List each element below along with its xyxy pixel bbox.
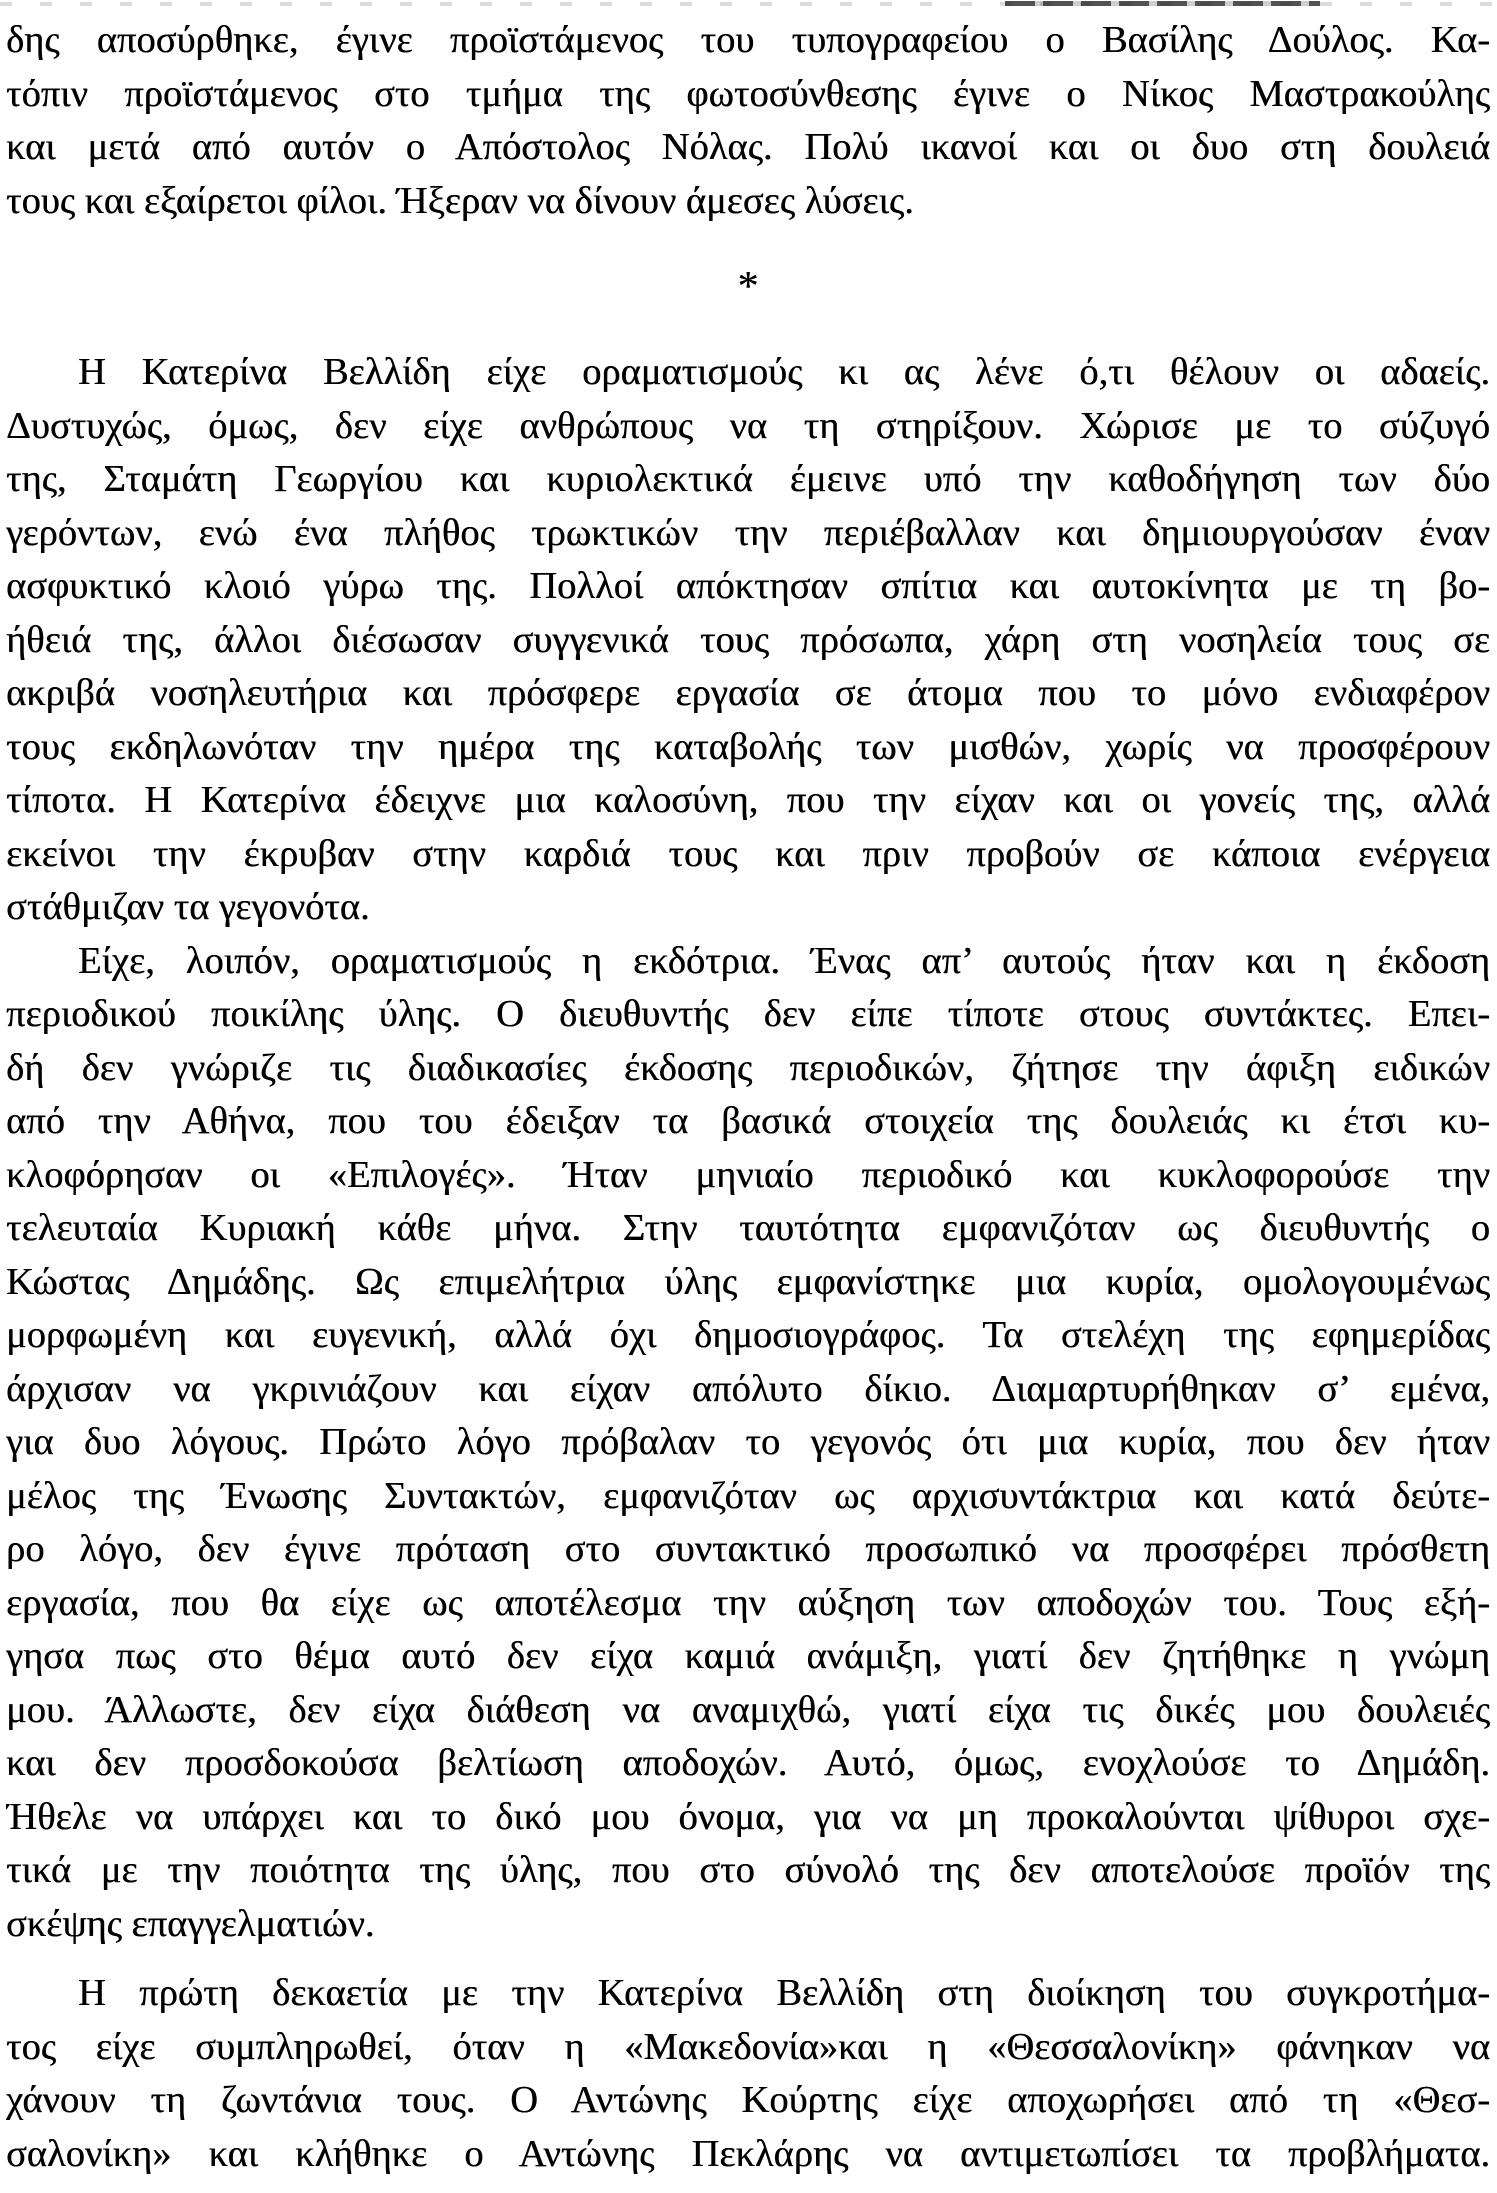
text-line: περιοδικού ποικίλης ύλης. Ο διευθυντής δεν είπε τίποτε στους συντάκτες. Επει- <box>6 993 1490 1035</box>
text-line: σκέψης επαγγελματιών. <box>6 1902 375 1945</box>
text-line: ρο λόγο, δεν έγινε πρόταση στο συντακτικό προσωπικό να προσφέρει πρόσθετη <box>6 1528 1490 1570</box>
paragraph <box>6 346 1490 935</box>
text-line: εκείνοι την έκρυβαν στην καρδιά τους και πριν προβούν σε κάποια ενέργεια <box>6 832 1490 875</box>
text-line: και μετά από αυτόν ο Απόστολος Νόλας. Πολύ ικανοί και οι δυο στη δουλειά <box>6 126 1490 168</box>
text-line: ακριβά νοσηλευτήρια και πρόσφερε εργασία σε άτομα που το μόνο ενδιαφέρον <box>6 672 1490 714</box>
text-line: τους και εξαίρετοι φίλοι. Ήξεραν να δίνουν άμεσες λύσεις. <box>6 179 914 222</box>
text-line: Δυστυχώς, όμως, δεν είχε ανθρώπους να τη στηρίξουν. Χώρισε με το σύζυγό <box>6 404 1490 447</box>
scan-artifact-dark-line <box>1005 1 1320 6</box>
text-line: στάθμιζαν τα γεγονότα. <box>6 886 370 928</box>
text-line: τελευταία Κυριακή κάθε μήνα. Στην ταυτότητα εμφανιζόταν ως διευθυντής ο <box>6 1207 1490 1249</box>
text-line: άρχισαν να γκρινιάζουν και είχαν απόλυτο δίκιο. Διαμαρτυρήθηκαν σ’ εμένα, <box>6 1367 1490 1410</box>
text-line: Κώστας Δημάδης. Ως επιμελήτρια ύλης εμφανίστηκε μια κυρία, ομολογουμένως <box>6 1260 1490 1303</box>
text-line: μέλος της Ένωσης Συντακτών, εμφανιζόταν ως αρχισυντάκτρια και κατά δεύτε- <box>6 1474 1490 1517</box>
text-line: Είχε, λοιπόν, οραματισμούς η εκδότρια. Ένας απ’ αυτούς ήταν και η έκδοση <box>78 939 1490 982</box>
paragraph <box>6 935 1490 1952</box>
text-line: τους εκδηλωνόταν την ημέρα της καταβολής των μισθών, χωρίς να προσφέρουν <box>6 725 1490 768</box>
text-line: μορφωμένη και ευγενική, αλλά όχι δημοσιογράφος. Τα στελέχη της εφημερίδας <box>6 1314 1490 1356</box>
text-line: για δυο λόγους. Πρώτο λόγο πρόβαλαν το γεγονός ότι μια κυρία, που δεν ήταν <box>6 1421 1490 1463</box>
text-line: Η Κατερίνα Βελλίδη είχε οραματισμούς κι ας λένε ό,τι θέλουν οι αδαείς. <box>78 351 1490 393</box>
text-line: ασφυκτικό κλοιό γύρω της. Πολλοί απόκτησαν σπίτια και αυτοκίνητα με τη βο- <box>6 565 1490 607</box>
text-line: τος είχε συμπληρωθεί, όταν η «Μακεδονία»και η «Θεσσαλονίκη» φάνηκαν να <box>6 2025 1490 2068</box>
text-line: και δεν προσδοκούσα βελτίωση αποδοχών. Αυτό, όμως, ενοχλούσε το Δημάδη. <box>6 1742 1490 1784</box>
text-line: χάνουν τη ζωντάνια τους. Ο Αντώνης Κούρτης είχε αποχωρήσει από τη «Θεσ- <box>6 2079 1490 2121</box>
text-line: δή δεν γνώριζε τις διαδικασίες έκδοσης περιοδικών, ζήτησε την άφιξη ειδικών <box>6 1046 1490 1089</box>
text-line: δης αποσύρθηκε, έγινε προϊστάμενος του τυπογραφείου ο Βασίλης Δούλος. Κα- <box>6 19 1490 61</box>
text-line: ήθειά της, άλλοι διέσωσαν συγγενικά τους πρόσωπα, χάρη στη νοσηλεία τους σε <box>6 618 1490 661</box>
text-line: τικά με την ποιότητα της ύλης, που στο σύνολό της δεν αποτελούσε προϊόν της <box>6 1849 1490 1891</box>
text-line: σαλονίκη» και κλήθηκε ο Αντώνης Πεκλάρης να αντιμετωπίσει τα προβλήματα. <box>6 2132 1490 2175</box>
section-separator: * <box>737 264 759 310</box>
text-line: μου. Άλλωστε, δεν είχα διάθεση να αναμιχθώ, γιατί είχα τις δικές μου δουλειές <box>6 1688 1490 1731</box>
paragraph <box>6 1967 1490 2181</box>
page-body <box>6 14 1490 2181</box>
text-line: τίποτα. Η Κατερίνα έδειχνε μια καλοσύνη, που την είχαν και οι γονείς της, αλλά <box>6 779 1490 821</box>
text-line: κλοφόρησαν οι «Επιλογές». Ήταν μηνιαίο περιοδικό και κυκλοφορούσε την <box>6 1153 1490 1196</box>
text-line: γησα πως στο θέμα αυτό δεν είχα καμιά ανάμιξη, γιατί δεν ζητήθηκε η γνώμη <box>6 1635 1490 1677</box>
text-line: γερόντων, ενώ ένα πλήθος τρωκτικών την περιέβαλλαν και δημιουργούσαν έναν <box>6 511 1490 554</box>
text-line: Ήθελε να υπάρχει και το δικό μου όνομα, για να μη προκαλούνται ψίθυροι σχε- <box>6 1795 1490 1838</box>
text-line: της, Σταμάτη Γεωργίου και κυριολεκτικά έμεινε υπό την καθοδήγηση των δύο <box>6 458 1490 500</box>
text-line: εργασία, που θα είχε ως αποτέλεσμα την αύξηση των αποδοχών του. Τους εξή- <box>6 1581 1490 1624</box>
text-line: από την Αθήνα, που του έδειξαν τα βασικά στοιχεία της δουλειάς κι έτσι κυ- <box>6 1100 1490 1142</box>
text-line: τόπιν προϊστάμενος στο τμήμα της φωτοσύνθεσης έγινε ο Νίκος Μαστρακούλης <box>6 72 1490 115</box>
text-line: Η πρώτη δεκαετία με την Κατερίνα Βελλίδη στη διοίκηση του συγκροτήμα- <box>78 1972 1490 2014</box>
paragraph <box>6 14 1490 228</box>
